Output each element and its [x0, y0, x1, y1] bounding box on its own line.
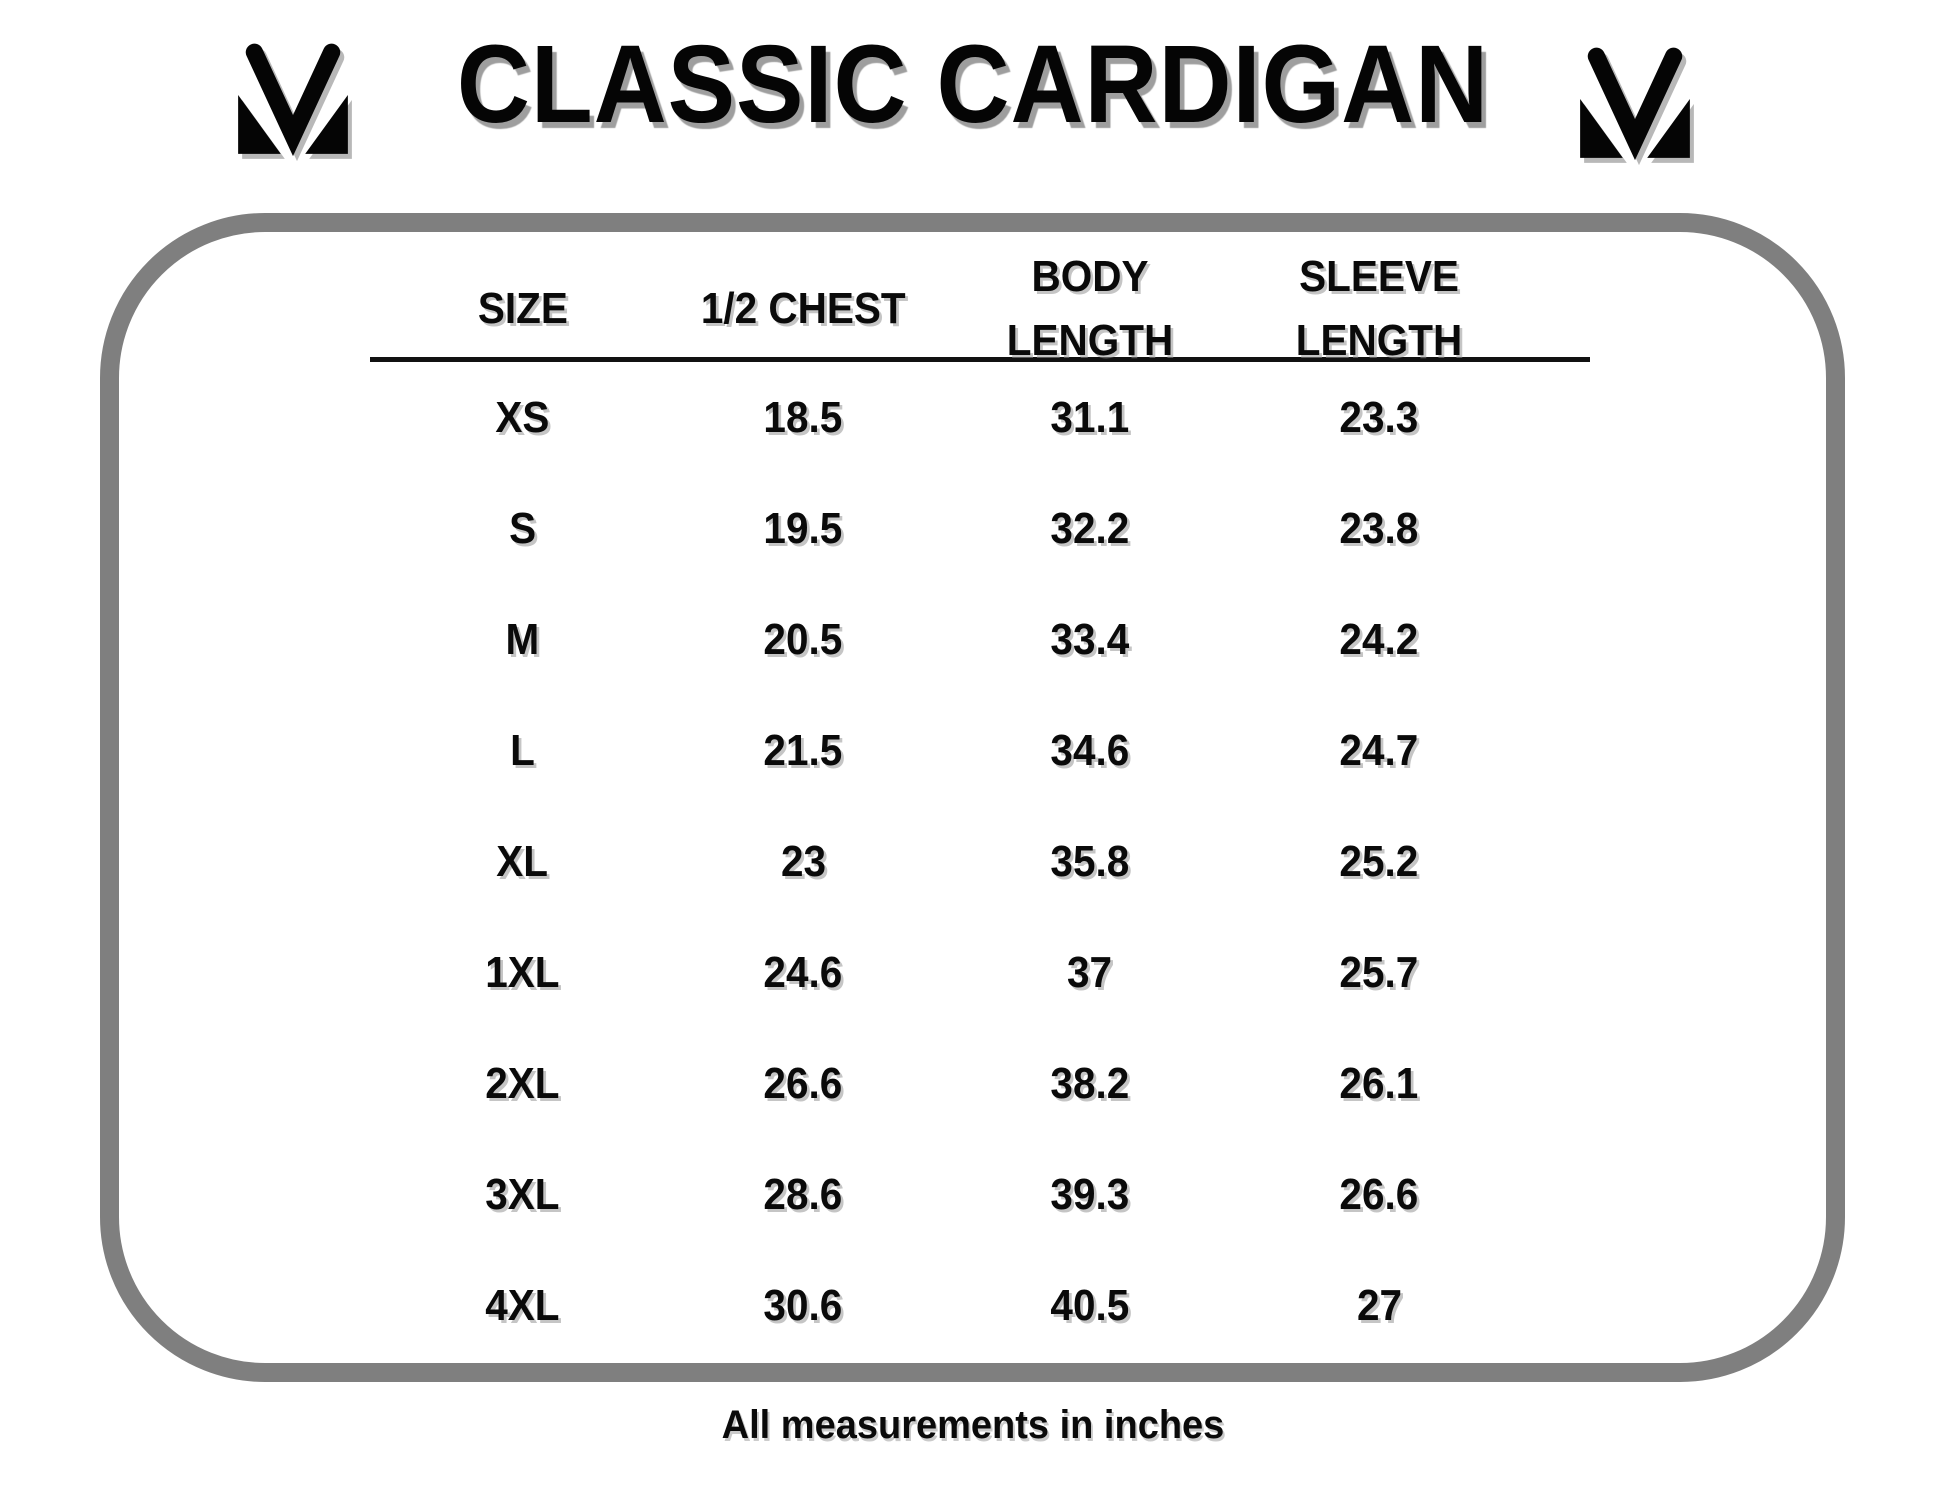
body-length-cell: 40.5: [1050, 1280, 1130, 1330]
half-chest-cell: 18.5: [763, 392, 843, 442]
half-chest-cell: 30.6: [763, 1280, 843, 1330]
size-cell: 2XL: [485, 1058, 560, 1108]
sleeve-length-cell: 25.2: [1339, 836, 1419, 886]
sleeve-length-cell: 23.8: [1339, 503, 1419, 553]
half-chest-cell: 20.5: [763, 614, 843, 664]
body-length-cell: 33.4: [1050, 614, 1130, 664]
column-header-half-chest: 1/2 CHEST: [700, 283, 906, 333]
brand-monogram-icon: [1572, 40, 1698, 162]
half-chest-cell: 21.5: [763, 725, 843, 775]
size-cell: XL: [496, 836, 549, 886]
table-row: [370, 473, 1590, 584]
size-cell: M: [505, 614, 540, 664]
table-row: [370, 362, 1590, 473]
sleeve-length-cell: 23.3: [1339, 392, 1419, 442]
table-row: [370, 917, 1590, 1028]
half-chest-cell: 28.6: [763, 1169, 843, 1219]
body-length-cell: 37: [1067, 947, 1113, 997]
sleeve-length-cell: 24.7: [1339, 725, 1419, 775]
size-cell: S: [508, 503, 536, 553]
size-cell: XS: [495, 392, 550, 442]
body-length-cell: 39.3: [1050, 1169, 1130, 1219]
table-row: [370, 1250, 1590, 1361]
sleeve-length-cell: 25.7: [1339, 947, 1419, 997]
half-chest-cell: 23: [780, 836, 826, 886]
half-chest-cell: 26.6: [763, 1058, 843, 1108]
sleeve-length-cell: 26.6: [1339, 1169, 1419, 1219]
table-row: [370, 806, 1590, 917]
size-cell: 1XL: [485, 947, 560, 997]
page-title: CLASSIC CARDIGAN: [456, 23, 1490, 146]
column-header-body-length: BODY LENGTH: [1006, 252, 1173, 365]
sleeve-length-cell: 24.2: [1339, 614, 1419, 664]
sleeve-length-cell: 27: [1356, 1280, 1402, 1330]
half-chest-cell: 19.5: [763, 503, 843, 553]
size-cell: 4XL: [485, 1280, 560, 1330]
sleeve-length-cell: 26.1: [1339, 1058, 1419, 1108]
size-cell: 3XL: [485, 1169, 560, 1219]
column-header-sleeve-length: SLEEVE LENGTH: [1295, 252, 1463, 365]
column-header-size: SIZE: [477, 283, 568, 333]
body-length-cell: 31.1: [1050, 392, 1130, 442]
table-row: [370, 695, 1590, 806]
size-cell: L: [510, 725, 535, 775]
half-chest-cell: 24.6: [763, 947, 843, 997]
body-length-cell: 35.8: [1050, 836, 1130, 886]
table-row: [370, 1139, 1590, 1250]
table-row: [370, 1028, 1590, 1139]
size-chart-table: [370, 245, 1590, 1361]
measurements-note: All measurements in inches: [721, 1403, 1225, 1447]
body-length-cell: 32.2: [1050, 503, 1130, 553]
table-body: [370, 362, 1590, 1361]
table-header-row: [370, 245, 1590, 365]
body-length-cell: 34.6: [1050, 725, 1130, 775]
body-length-cell: 38.2: [1050, 1058, 1130, 1108]
table-row: [370, 584, 1590, 695]
